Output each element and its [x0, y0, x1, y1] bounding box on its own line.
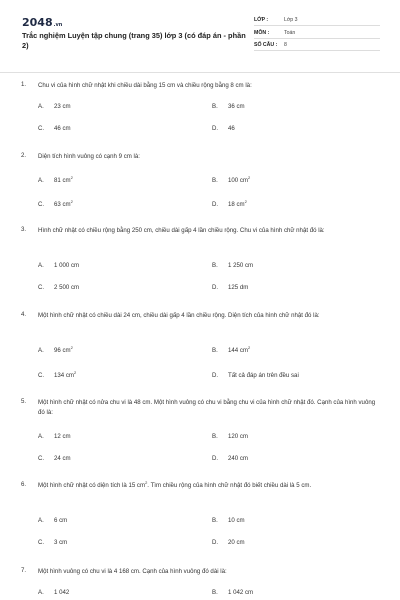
option-letter: D. — [212, 201, 219, 208]
question-number: 7. — [21, 567, 27, 574]
question-text: Một hình chữ nhật có nửa chu vi là 48 cm. Một hình vuông có chu vi bằng chu vi của hình chữ nhật đó. Cạnh của hình vuông đó là: — [38, 399, 376, 416]
option-letter: D. — [212, 372, 219, 379]
logo-suffix: .vn — [53, 22, 63, 28]
option-letter: A. — [38, 589, 44, 596]
option-b[interactable] — [212, 589, 253, 596]
option-letter: B. — [212, 517, 218, 524]
option-letter: B. — [212, 589, 218, 596]
page-header — [0, 0, 400, 70]
question-number: 1. — [21, 81, 27, 88]
option-letter: C. — [38, 125, 45, 132]
meta-value: Toán — [284, 29, 296, 36]
option-c[interactable] — [38, 125, 71, 132]
question-text: Hình chữ nhật có chiều rộng bằng 250 cm, chiều dài gấp 4 lần chiều rộng. Chu vi của hình chữ nhật đó là: — [38, 227, 325, 234]
option-d[interactable] — [212, 201, 247, 208]
question-number: 6. — [21, 481, 27, 488]
option-a[interactable] — [38, 517, 67, 524]
option-letter: C. — [38, 455, 45, 462]
option-text: 12 cm — [54, 433, 71, 440]
option-letter: B. — [212, 347, 218, 354]
option-letter: B. — [212, 433, 218, 440]
option-d[interactable] — [212, 125, 235, 132]
option-a[interactable] — [38, 103, 71, 110]
question-number: 3. — [21, 226, 27, 233]
option-text: 46 — [228, 125, 235, 132]
superscript: 2 — [70, 345, 73, 350]
option-c[interactable] — [38, 372, 76, 379]
superscript: 2 — [244, 199, 247, 204]
option-letter: D. — [212, 539, 219, 546]
question-text: Diện tích hình vuông có cạnh 9 cm là: — [38, 153, 140, 160]
option-text: 63 cm — [54, 201, 71, 208]
meta-key: SỐ CÂU : — [254, 42, 278, 48]
option-b[interactable] — [212, 347, 250, 354]
meta-row-subject — [254, 28, 380, 39]
option-letter: A. — [38, 103, 44, 110]
option-text: 1 250 cm — [228, 262, 254, 269]
question-text: Một hình chữ nhật có chiều dài 24 cm, chiều dài gấp 4 lần chiều rộng. Diện tích của hình chữ nhật đó là: — [38, 312, 320, 319]
option-c[interactable] — [38, 201, 73, 208]
option-letter: C. — [38, 372, 45, 379]
meta-row-count — [254, 40, 380, 51]
option-b[interactable] — [212, 433, 248, 440]
option-letter: B. — [212, 103, 218, 110]
option-a[interactable] — [38, 433, 71, 440]
superscript: 2 — [247, 345, 251, 350]
option-b[interactable] — [212, 517, 245, 524]
option-a[interactable] — [38, 347, 73, 354]
option-text: 81 cm — [54, 177, 71, 184]
question-text: Một hình vuông có chu vi là 4 168 cm. Cạnh của hình vuông đó dài là: — [38, 568, 227, 575]
question-number: 4. — [21, 311, 27, 318]
document-title: Trắc nghiệm Luyện tập chung (trang 35) lớp 3 (có đáp án - phần 2) — [22, 31, 246, 50]
meta-info — [254, 15, 380, 53]
option-letter: D. — [212, 125, 219, 132]
option-text: 144 cm — [228, 347, 248, 354]
option-text: 240 cm — [228, 455, 248, 462]
option-text: 24 cm — [54, 455, 71, 462]
question-text-part: . Tìm chiều rộng của hình chữ nhật đó biết chiều dài là 5 cm. — [147, 482, 312, 489]
option-d[interactable] — [212, 372, 299, 379]
option-text: 1 042 — [54, 589, 70, 596]
option-letter: C. — [38, 539, 45, 546]
option-text: 1 000 cm — [54, 262, 80, 269]
logo-text: 2048 — [22, 16, 53, 29]
meta-value: Lớp 3 — [284, 17, 298, 23]
question-number: 5. — [21, 398, 27, 405]
option-text: 96 cm — [54, 347, 71, 354]
option-letter: D. — [212, 455, 219, 462]
option-text: 23 cm — [54, 103, 71, 110]
superscript: 2 — [247, 175, 251, 180]
question-text — [38, 481, 380, 491]
option-letter: A. — [38, 517, 44, 524]
option-letter: A. — [38, 433, 44, 440]
meta-key: MÔN : — [254, 29, 270, 36]
option-letter: C. — [38, 284, 45, 291]
question-text: Chu vi của hình chữ nhật khi chiều dài bằng 15 cm và chiều rộng bằng 8 cm là: — [38, 82, 252, 89]
option-text: 134 cm — [54, 372, 74, 379]
option-letter: D. — [212, 284, 219, 291]
option-a[interactable] — [38, 177, 73, 184]
option-text: 3 cm — [54, 539, 68, 546]
option-letter: B. — [212, 177, 218, 184]
option-text: 1 042 cm — [228, 589, 254, 596]
option-letter: C. — [38, 201, 45, 208]
option-letter: A. — [38, 347, 44, 354]
option-letter: B. — [212, 262, 218, 269]
meta-key: LỚP : — [254, 17, 269, 23]
superscript: 2 — [145, 480, 148, 485]
option-d[interactable] — [212, 539, 245, 546]
option-text: 100 cm — [228, 177, 248, 184]
option-a[interactable] — [38, 589, 69, 596]
option-b[interactable] — [212, 177, 250, 184]
option-text: Tất cả đáp án trên đều sai — [228, 372, 299, 379]
option-text: 10 cm — [228, 517, 245, 524]
option-text: 120 cm — [228, 433, 248, 440]
option-text: 46 cm — [54, 125, 71, 132]
superscript: 2 — [70, 199, 73, 204]
option-c[interactable] — [38, 539, 67, 546]
option-a[interactable] — [38, 262, 79, 269]
superscript: 2 — [73, 370, 77, 375]
superscript: 2 — [70, 175, 73, 180]
option-b[interactable] — [212, 103, 245, 110]
meta-row-grade — [254, 15, 380, 26]
option-d[interactable] — [212, 455, 248, 462]
meta-value: 8 — [284, 42, 287, 48]
option-text: 2 500 cm — [54, 284, 80, 291]
option-text: 18 cm — [228, 201, 245, 208]
option-letter: A. — [38, 177, 44, 184]
option-text: 6 cm — [54, 517, 68, 524]
header-divider — [0, 72, 400, 73]
option-text: 125 dm — [228, 284, 249, 291]
option-c[interactable] — [38, 455, 71, 462]
option-letter: A. — [38, 262, 44, 269]
option-c[interactable] — [38, 284, 79, 291]
option-d[interactable] — [212, 284, 248, 291]
site-logo[interactable] — [22, 16, 62, 29]
question-text-part: Một hình chữ nhật có diện tích là 15 cm — [38, 482, 146, 489]
option-text: 36 cm — [228, 103, 245, 110]
option-b[interactable] — [212, 262, 253, 269]
option-text: 20 cm — [228, 539, 245, 546]
question-number: 2. — [21, 152, 27, 159]
